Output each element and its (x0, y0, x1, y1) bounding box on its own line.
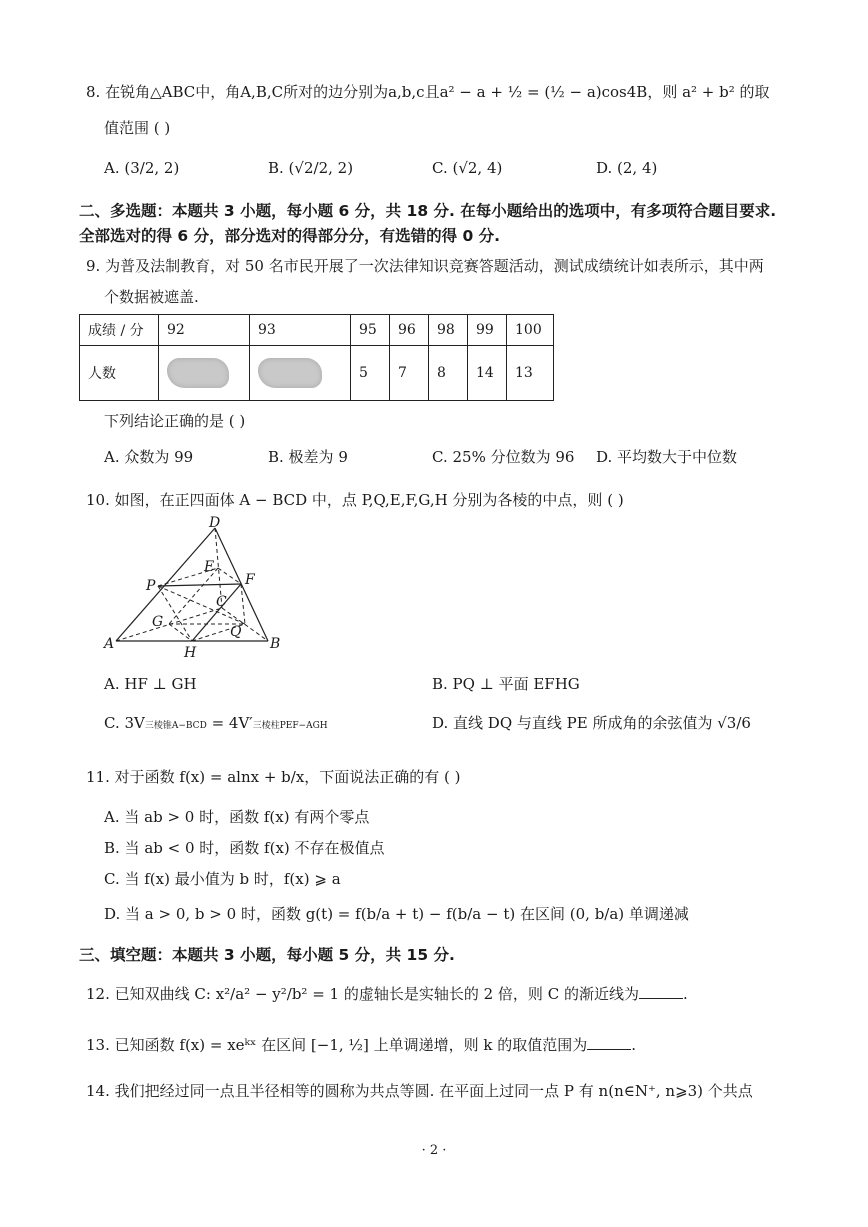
q10-option-c-lead: C. 3V (104, 714, 145, 732)
label-p: P (146, 578, 156, 594)
q13-text: 13. 已知函数 f(x) = xeᵏˣ 在区间 [−1, ½] 上单调递增，则 k 的取值范围为 (86, 1036, 588, 1054)
table-cell-covered (159, 346, 250, 401)
section3-heading: 三、填空题：本题共 3 小题，每小题 5 分，共 15 分. (79, 946, 455, 964)
q10-option-d: D. 直线 DQ 与直线 PE 所成角的余弦值为 √3/6 (432, 714, 751, 732)
q10-option-a: A. HF ⊥ GH (104, 675, 197, 693)
table-header-cell: 96 (390, 315, 429, 346)
q11-option-a: A. 当 ab > 0 时，函数 f(x) 有两个零点 (104, 808, 370, 826)
q12-text: 12. 已知双曲线 C: x²/a² − y²/b² = 1 的虚轴长是实轴长的 2 倍，则 C 的渐近线为 (86, 985, 639, 1003)
q9-option-d: D. 平均数大于中位数 (596, 448, 738, 466)
table-cell: 14 (468, 346, 507, 401)
table-row-label: 人数 (80, 346, 159, 401)
q9-option-c: C. 25% 分位数为 96 (432, 448, 575, 466)
q8-option-b: B. (√2/2, 2) (268, 159, 354, 177)
label-e: E (204, 559, 215, 575)
section2-heading-line1: 二、多选题：本题共 3 小题，每小题 6 分，共 18 分. 在每小题给出的选项中，有多项符合题目要求. (79, 202, 777, 220)
table-cell: 7 (390, 346, 429, 401)
q9-prompt: 下列结论正确的是 ( ) (104, 412, 246, 430)
table-cell: 8 (429, 346, 468, 401)
label-a: A (104, 636, 115, 652)
q8-stem-line1: 8. 在锐角△ABC中，角A,B,C所对的边分别为a,b,c且a² − a + ½ = (½ − a)cos4B，则 a² + b² 的取 (86, 83, 770, 101)
answer-blank[interactable] (639, 984, 683, 999)
table-header-cell: 99 (468, 315, 507, 346)
q10-stem: 10. 如图，在正四面体 A − BCD 中，点 P,Q,E,F,G,H 分别为各棱的中点，则 ( ) (86, 491, 624, 509)
answer-blank[interactable] (587, 1035, 631, 1050)
q13-stem: 13. 已知函数 f(x) = xeᵏˣ 在区间 [−1, ½] 上单调递增，则 k 的取值范围为 . (86, 1036, 636, 1054)
q9-option-b: B. 极差为 9 (268, 448, 348, 466)
table-row (80, 346, 554, 401)
label-g: G (152, 614, 164, 630)
table-header-cell: 92 (159, 315, 250, 346)
label-f: F (245, 572, 255, 588)
label-q: Q (230, 624, 242, 640)
q11-option-b: B. 当 ab < 0 时，函数 f(x) 不存在极值点 (104, 839, 385, 857)
section2-heading-line2: 全部选对的得 6 分，部分选对的得部分分，有选错的得 0 分. (79, 227, 501, 245)
q10-option-c-mid: = 4V′ (206, 714, 253, 732)
table-header-cell: 100 (507, 315, 554, 346)
page-number: · 2 · (421, 1143, 447, 1158)
covered-blot (258, 358, 322, 388)
label-c: C (216, 594, 227, 610)
q8-option-c: C. (√2, 4) (432, 159, 503, 177)
score-table (79, 314, 554, 401)
q11-stem: 11. 对于函数 f(x) = alnx + b/x，下面说法正确的有 ( ) (86, 768, 461, 786)
q9-stem-line2: 个数据被遮盖. (104, 288, 199, 306)
q11-option-d: D. 当 a > 0, b > 0 时，函数 g(t) = f(b/a + t) − f(b/a − t) 在区间 (0, b/a) 单调递减 (104, 905, 689, 923)
table-cell: 5 (351, 346, 390, 401)
q9-option-a: A. 众数为 99 (104, 448, 194, 466)
covered-blot (167, 358, 229, 388)
label-d: D (209, 516, 221, 531)
q11-option-c: C. 当 f(x) 最小值为 b 时，f(x) ⩾ a (104, 870, 341, 888)
q8-stem-line2: 值范围 ( ) (104, 119, 171, 137)
label-b: B (270, 636, 281, 652)
q8-option-d: D. (2, 4) (596, 159, 658, 177)
table-header-row (80, 315, 554, 346)
q10-option-c-sub2: 三棱柱PEF−AGH (252, 721, 328, 731)
table-header-cell: 95 (351, 315, 390, 346)
table-header-cell: 93 (250, 315, 351, 346)
q12-stem: 12. 已知双曲线 C: x²/a² − y²/b² = 1 的虚轴长是实轴长的 2 倍，则 C 的渐近线为 . (86, 985, 688, 1003)
tetrahedron-figure (100, 516, 290, 661)
q10-option-c (104, 712, 328, 737)
q8-option-a: A. (3/2, 2) (104, 159, 180, 177)
q10-option-b: B. PQ ⊥ 平面 EFHG (432, 675, 580, 693)
q10-option-c-sub1: 三棱锥A−BCD (144, 721, 207, 731)
table-header-cell: 成绩 / 分 (80, 315, 159, 346)
table-cell: 13 (507, 346, 554, 401)
table-header-cell: 98 (429, 315, 468, 346)
q9-stem-line1: 9. 为普及法制教育，对 50 名市民开展了一次法律知识竞赛答题活动，测试成绩统计如表所示，其中两 (86, 257, 764, 275)
label-h: H (184, 645, 197, 661)
q14-stem: 14. 我们把经过同一点且半径相等的圆称为共点等圆. 在平面上过同一点 P 有 n(n∈N⁺, n⩾3) 个共点 (86, 1082, 753, 1100)
table-cell-covered (250, 346, 351, 401)
